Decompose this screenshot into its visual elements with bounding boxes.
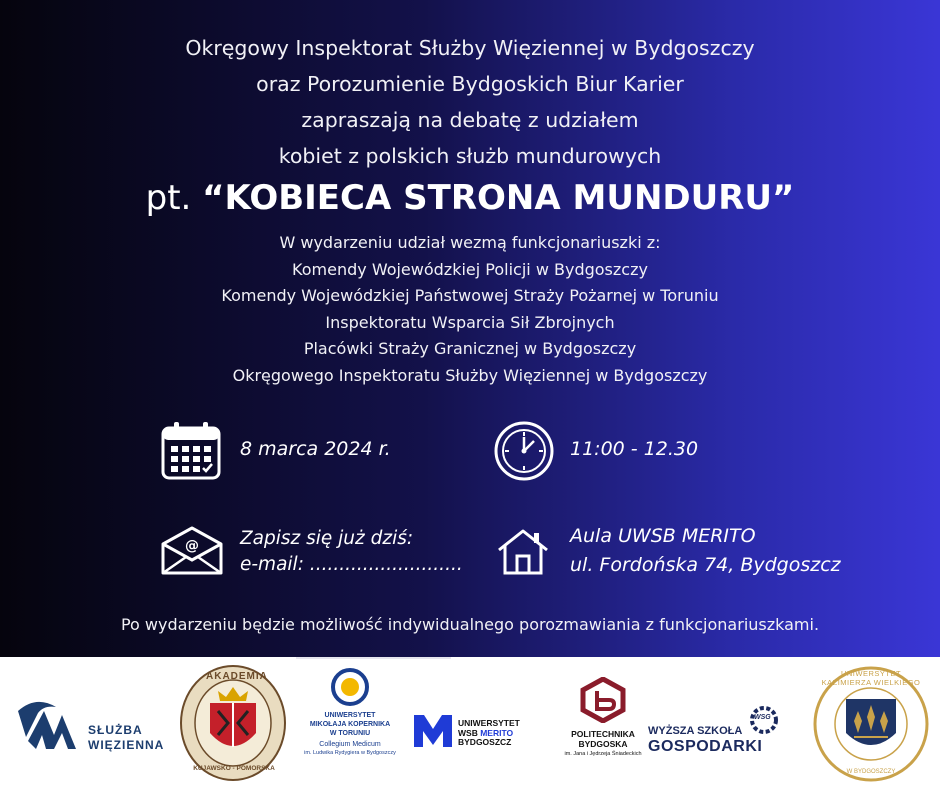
signup-line: Zapisz się już dziś: bbox=[240, 528, 414, 549]
logo-text: im. Ludwika Rydygiera w Bydgoszczy bbox=[304, 750, 396, 756]
intro-line: zapraszają na debatę z udziałem bbox=[301, 108, 639, 132]
logo-text: WIĘZIENNA bbox=[88, 738, 165, 752]
logo-text: MERITO bbox=[480, 727, 514, 738]
ukw-ring-top: UNIWERSYTET KAZIMIERZA WIELKIEGO bbox=[821, 669, 921, 687]
logo-text: Collegium Medicum bbox=[319, 741, 381, 748]
wsg-badge-text: WSG bbox=[754, 714, 771, 721]
sluzba-wiezienna-text bbox=[88, 723, 164, 753]
logo-text: POLITECHNIKA bbox=[571, 729, 635, 739]
merito-logo bbox=[412, 713, 454, 749]
signup-email: e-mail: .......................... bbox=[240, 554, 463, 575]
logo-text: BYDGOSZCZ bbox=[458, 737, 512, 747]
participant-item: Komendy Wojewódzkiej Policji w Bydgoszczy bbox=[292, 259, 648, 279]
ukw-ring-bottom: W BYDGOSZCZY bbox=[846, 769, 896, 775]
calendar-icon bbox=[160, 420, 222, 482]
participants-heading: W wydarzeniu udział wezmą funkcjonariuszki z: bbox=[279, 233, 661, 252]
logo-text: WYŻSZA SZKOŁA bbox=[648, 725, 743, 737]
intro-line: oraz Porozumienie Bydgoskich Biur Karier bbox=[256, 72, 684, 96]
intro-line: kobiet z polskich służb mundurowych bbox=[278, 144, 662, 168]
wsg-text bbox=[648, 723, 762, 755]
umk-text bbox=[290, 711, 410, 758]
event-date: 8 marca 2024 r. bbox=[240, 438, 391, 460]
title-main: “KOBIECA STRONA MUNDURU” bbox=[202, 178, 795, 218]
umk-emblem bbox=[330, 667, 370, 707]
participant-item: Inspektoratu Wsparcia Sił Zbrojnych bbox=[325, 312, 615, 332]
venue-info bbox=[570, 522, 841, 580]
footer-note: Po wydarzeniu będzie możliwość indywidualnego porozmawiania z funkcjonariuszkami. bbox=[120, 615, 820, 634]
politechnika-text bbox=[548, 729, 658, 759]
logo-text: GOSPODARKI bbox=[648, 738, 763, 755]
logo-text: WSB bbox=[458, 727, 481, 738]
intro-text bbox=[0, 30, 940, 174]
akademia-bottom-text: KUJAWSKO - POMORSKA bbox=[193, 765, 275, 772]
intro-line: Okręgowy Inspektorat Służby Więziennej w Bydgoszczy bbox=[185, 36, 755, 60]
logo-text: SŁUŻBA bbox=[88, 723, 143, 737]
event-title bbox=[0, 178, 940, 218]
akademia-top-text: AKADEMIA bbox=[206, 671, 268, 682]
svg-text:@: @ bbox=[185, 538, 199, 554]
logo-text: BYDGOSKA bbox=[578, 739, 628, 749]
participant-item: Okręgowego Inspektoratu Służby Więziennej w Bydgoszczy bbox=[232, 365, 708, 385]
signup-info bbox=[240, 526, 463, 578]
event-time: 11:00 - 12.30 bbox=[570, 438, 699, 460]
participant-item: Komendy Wojewódzkiej Państwowej Straży Pożarnej w Toruniu bbox=[221, 286, 719, 305]
envelope-at-icon bbox=[160, 526, 224, 576]
divider bbox=[296, 657, 451, 659]
logo-text: im. Jana i Jędrzeja Śniadeckich bbox=[564, 751, 642, 757]
clock-icon bbox=[493, 420, 555, 482]
venue-name: Aula UWSB MERITO bbox=[570, 525, 756, 547]
logo-text: UNIWERSYTET bbox=[458, 718, 520, 728]
logo-text: UNIWERSYTET bbox=[324, 712, 376, 719]
participant-item: Placówki Straży Granicznej w Bydgoszczy bbox=[303, 339, 637, 358]
participants-list bbox=[0, 230, 940, 389]
sluzba-wiezienna-logo bbox=[14, 697, 82, 753]
politechnika-logo bbox=[580, 677, 626, 723]
partner-logos bbox=[0, 657, 940, 788]
logo-text: W TORUNIU bbox=[329, 730, 371, 737]
house-icon bbox=[496, 528, 550, 576]
logo-text: MIKOŁAJA KOPERNIKA bbox=[309, 721, 391, 728]
title-prefix: pt. bbox=[145, 178, 192, 218]
venue-address: ul. Fordońska 74, Bydgoszcz bbox=[570, 554, 841, 576]
merito-text bbox=[458, 719, 520, 748]
